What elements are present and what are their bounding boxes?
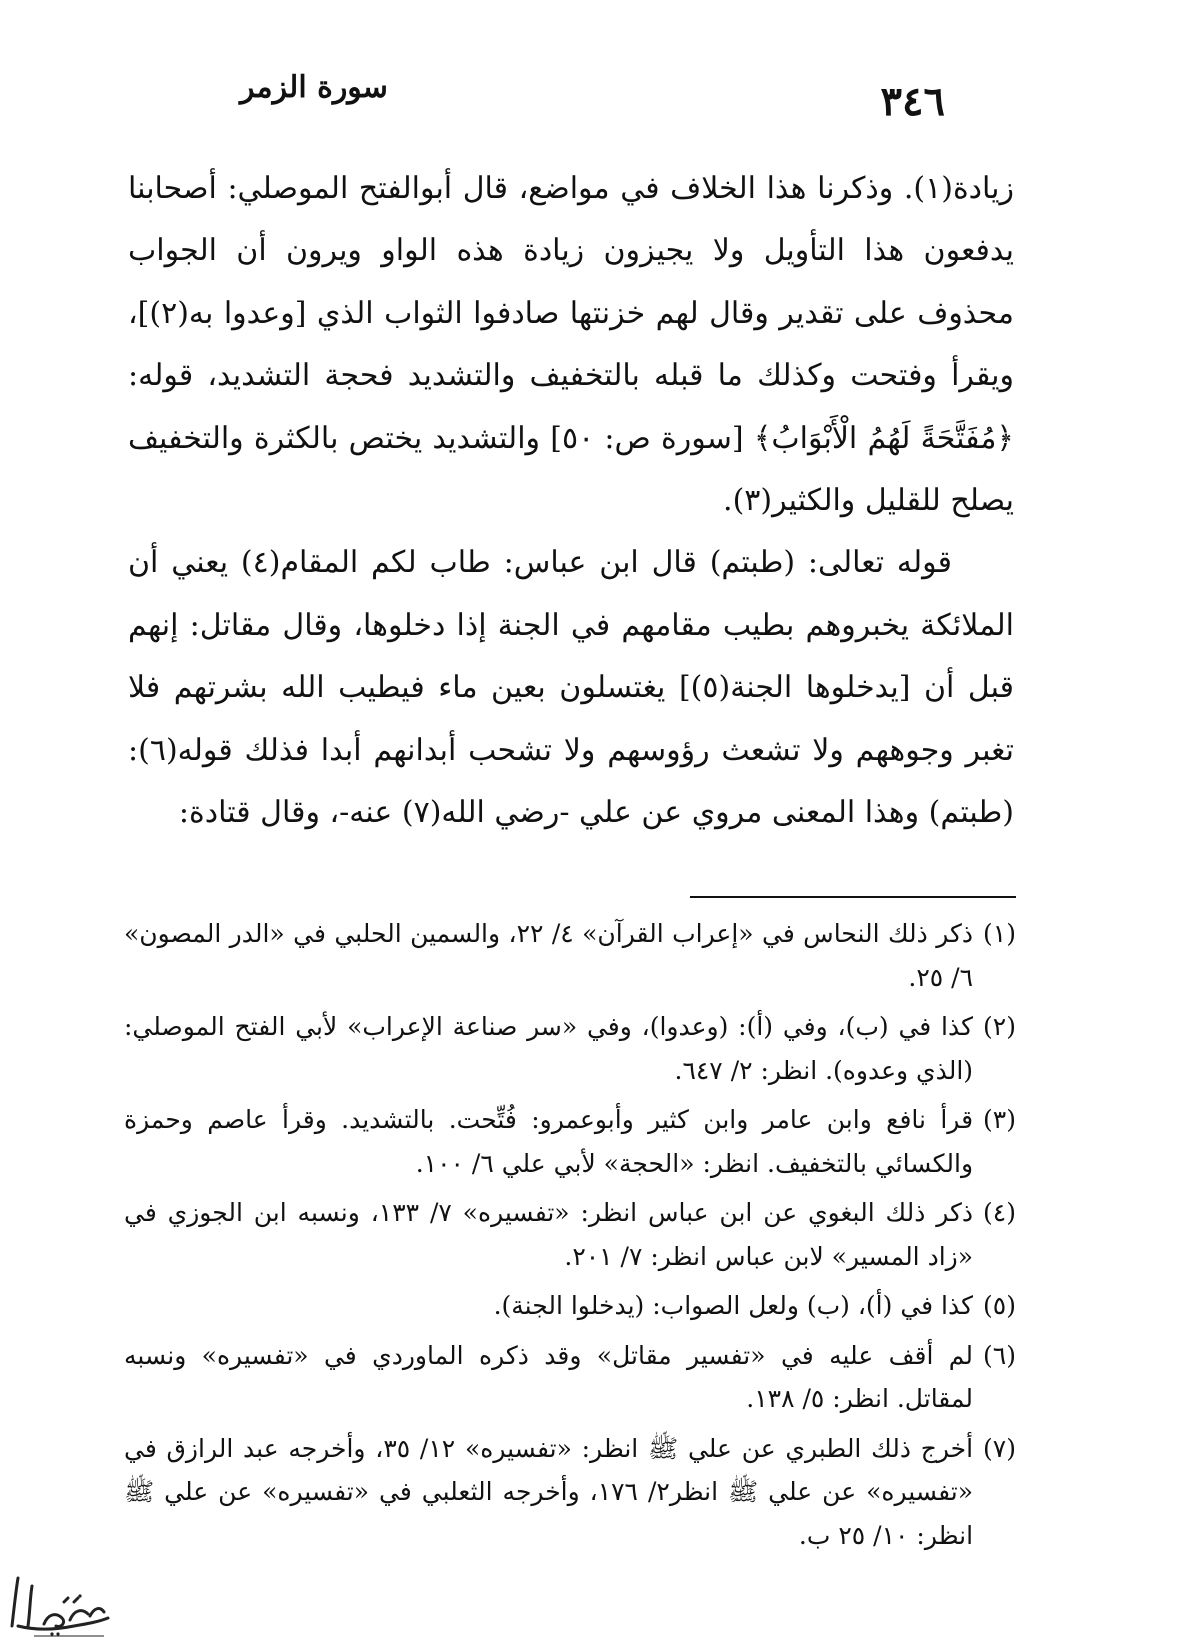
footnote-number: (٣) bbox=[983, 1105, 1016, 1134]
footnote-text: أخرج ذلك الطبري عن علي ﷺ انظر: «تفسيره» ١٢/ ٣٥، وأخرجه عبد الرازق في «تفسيره» عن علي ﷺ انظر٢/ ١٧٦، وأخرجه الثعلبي في «تفسيره» عن علي ﷺ انظر: ١٠/ ٢٥ ب. bbox=[124, 1433, 974, 1550]
footnote bbox=[124, 1098, 1016, 1185]
footnote bbox=[124, 1005, 1016, 1092]
page-number: ٣٤٦ bbox=[880, 78, 945, 125]
footnote bbox=[124, 1334, 1016, 1421]
paragraph: قوله تعالى: (طبتم) قال ابن عباس: طاب لكم المقام(٤) يعني أن الملائكة يخبروهم بطيب مقامهم في الجنة إذا دخلوها، وقال مقاتل: إنهم قبل أن [يدخلوها الجنة(٥)] يغتسلون بعين ماء فيطيب الله بشرتهم فلا تغبر وجوههم ولا تشعث رؤوسهم ولا تشحب أبدانهم أبدا فذلك قوله(٦): (طبتم) وهذا المعنى مروي عن علي -رضي الله(٧) عنه-، وقال قتادة: bbox=[128, 545, 1014, 831]
main-text bbox=[128, 158, 1014, 844]
footnote-text: ذكر ذلك النحاس في «إعراب القرآن» ٤/ ٢٢، والسمين الحلبي في «الدر المصون» ٦/ ٢٥. bbox=[124, 919, 974, 992]
footnote bbox=[124, 1284, 1016, 1328]
running-title: سورة الزمر bbox=[240, 70, 388, 105]
watermark-logo-icon bbox=[4, 1568, 114, 1640]
footnote-separator bbox=[690, 896, 1016, 898]
footnote-number: (٧) bbox=[983, 1433, 1016, 1463]
footnote-number: (١) bbox=[983, 919, 1016, 948]
footnote-text: قرأ نافع وابن عامر وابن كثير وأبوعمرو: فُتِّحت. بالتشديد. وقرأ عاصم وحمزة والكسائي بالتخفيف. انظر: «الحجة» لأبي علي ٦/ ١٠٠. bbox=[124, 1105, 974, 1178]
footnote-text: ذكر ذلك البغوي عن ابن عباس انظر: «تفسيره» ٧/ ١٣٣، ونسبه ابن الجوزي في «زاد المسير» لابن عباس انظر: ٧/ ٢٠١. bbox=[124, 1198, 974, 1271]
footnote-number: (٤) bbox=[983, 1198, 1016, 1227]
footnote-number: (٢) bbox=[983, 1012, 1016, 1041]
footnote bbox=[124, 1427, 1016, 1558]
footnote-number: (٦) bbox=[983, 1340, 1016, 1370]
footnote-text: لم أقف عليه في «تفسير مقاتل» وقد ذكره الماوردي في «تفسيره» ونسبه لمقاتل. انظر: ٥/ ١٣٨. bbox=[124, 1340, 974, 1413]
paragraph: زيادة(١). وذكرنا هذا الخلاف في مواضع، قال أبوالفتح الموصلي: أصحابنا يدفعون هذا التأويل ولا يجيزون زيادة هذه الواو ويرون أن الجواب محذوف على تقدير وقال لهم خزنتها صادفوا الثواب الذي [وعدوا به(٢)]، ويقرأ وفتحت وكذلك ما قبله بالتخفيف والتشديد فحجة التشديد، قوله: ﴿مُفَتَّحَةً لَهُمُ الْأَبْوَابُ﴾ [سورة ص: ٥٠] والتشديد يختص بالكثرة والتخفيف يصلح للقليل والكثير(٣). bbox=[128, 171, 1014, 519]
footnote-number: (٥) bbox=[983, 1291, 1016, 1320]
footnote-text: كذا في (أ)، (ب) ولعل الصواب: (يدخلوا الجنة). bbox=[493, 1291, 974, 1320]
footnotes bbox=[124, 912, 1016, 1563]
footnote bbox=[124, 912, 1016, 999]
footnote bbox=[124, 1191, 1016, 1278]
footnote-text: كذا في (ب)، وفي (أ): (وعدوا)، وفي «سر صناعة الإعراب» لأبي الفتح الموصلي: (الذي وعدوه). انظر: ٢/ ٦٤٧. bbox=[124, 1012, 974, 1085]
